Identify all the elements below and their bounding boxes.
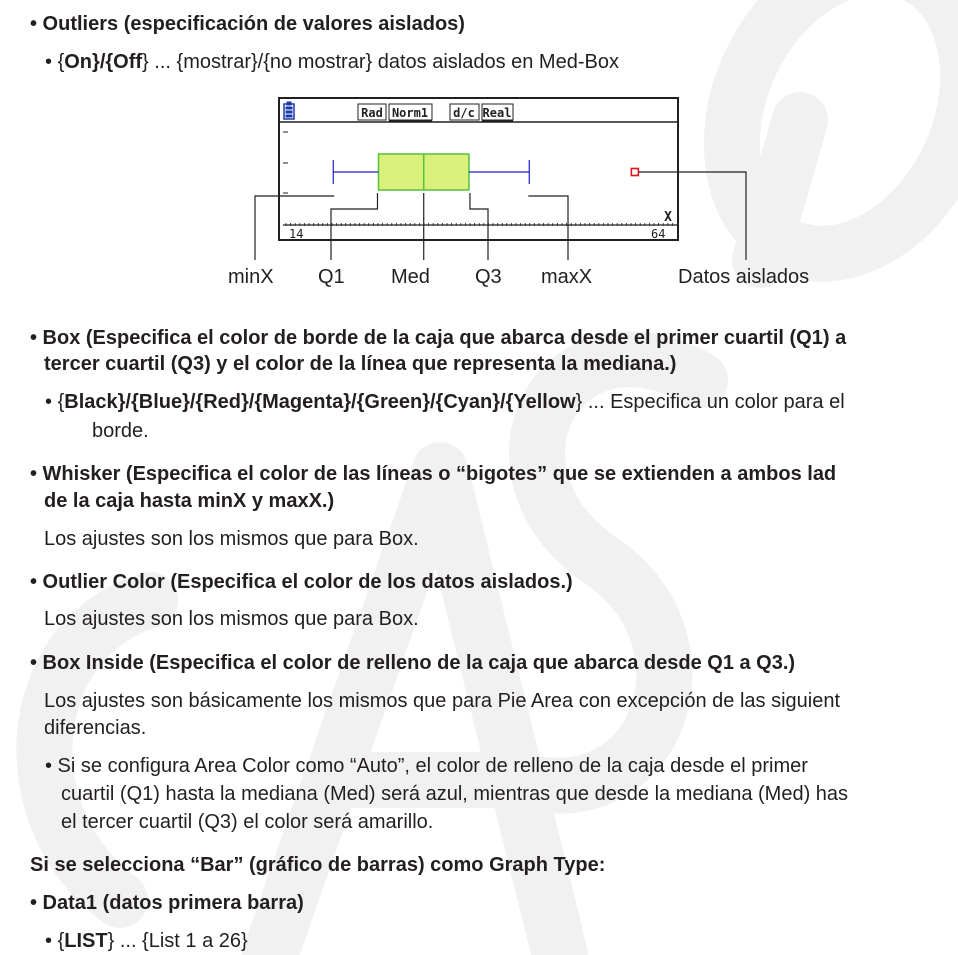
box-inside-sub-3: el tercer cuartil (Q3) el color será amarillo. xyxy=(61,811,434,833)
separator: }/{ xyxy=(422,391,444,413)
separator: }/{ xyxy=(117,391,139,413)
label-q3: Q3 xyxy=(475,266,502,288)
calculator-screen-figure xyxy=(0,92,958,352)
outliers-options xyxy=(45,50,619,74)
option-green: Green xyxy=(364,391,423,413)
bullet: • xyxy=(45,51,58,73)
box-options xyxy=(45,390,845,414)
box-options-continued: borde. xyxy=(92,420,149,442)
label-q1: Q1 xyxy=(318,266,345,288)
box-inside-heading: • Box Inside (Especifica el color de relleno de la caja que abarca desde Q1 a Q3.) xyxy=(30,652,796,674)
outlier-point xyxy=(631,169,638,176)
label-maxx: maxX xyxy=(541,266,593,288)
whisker-heading-2: de la caja hasta minX y maxX.) xyxy=(44,490,335,512)
bullet: • xyxy=(45,930,58,952)
data1-options xyxy=(45,929,248,953)
option-on: On xyxy=(64,51,93,73)
axis-variable: X xyxy=(664,210,672,225)
whisker-heading-1: • Whisker (Especifica el color de las líneas o “bigotes” que se extienden a ambos lad xyxy=(30,463,837,485)
tick-label-left: 14 xyxy=(289,227,304,241)
whisker-body: Los ajustes son los mismos que para Box. xyxy=(44,528,419,550)
status-norm: Norm1 xyxy=(391,106,429,120)
tick-label-right: 64 xyxy=(651,227,666,241)
bar-section-heading: Si se selecciona “Bar” (gráfico de barras) como Graph Type: xyxy=(30,854,606,876)
separator: }/{ xyxy=(492,391,514,413)
box-heading-1: • Box (Especifica el color de borde de la caja que abarca desde el primer cuartil (Q1) a xyxy=(30,327,847,349)
option-desc: } ... Especifica un color para el xyxy=(575,391,845,413)
separator: }/{ xyxy=(241,391,263,413)
brace: { xyxy=(57,391,65,413)
box-inside-sub-2: cuartil (Q1) hasta la mediana (Med) será azul, mientras que desde la mediana (Med) has xyxy=(61,783,849,805)
outlier-color-body: Los ajustes son los mismos que para Box. xyxy=(44,608,419,630)
option-desc: } ... {List 1 a 26} xyxy=(107,930,248,952)
option-list: LIST xyxy=(64,930,108,952)
option-black: Black xyxy=(64,391,118,413)
option-cyan: Cyan xyxy=(443,391,493,413)
status-dc: d/c xyxy=(453,106,475,120)
bullet: • xyxy=(45,391,58,413)
label-outlier: Datos aislados xyxy=(678,266,810,288)
box-heading-2: tercer cuartil (Q3) y el color de la línea que representa la mediana.) xyxy=(44,353,677,375)
option-magenta: Magenta xyxy=(262,391,344,413)
status-rad: Rad xyxy=(361,106,383,120)
box-inside-body-2: diferencias. xyxy=(44,717,147,739)
box-inside-body-1: Los ajustes son básicamente los mismos que para Pie Area con excepción de las siguient xyxy=(44,690,841,712)
option-desc: } ... {mostrar}/{no mostrar} datos aislados en Med-Box xyxy=(142,51,619,73)
status-real: Real xyxy=(482,106,512,120)
box-inside-sub-1: • Si se configura Area Color como “Auto”, el color de relleno de la caja desde el primer xyxy=(45,755,808,777)
separator: }/{ xyxy=(182,391,204,413)
brace: { xyxy=(57,51,65,73)
option-off: Off xyxy=(113,51,143,73)
label-minx: minX xyxy=(228,266,274,288)
label-med: Med xyxy=(391,266,430,288)
option-red: Red xyxy=(203,391,242,413)
outliers-heading: • Outliers (especificación de valores aislados) xyxy=(30,13,465,35)
outlier-color-heading: • Outlier Color (Especifica el color de los datos aislados.) xyxy=(30,571,573,593)
separator: }/{ xyxy=(343,391,365,413)
battery-icon xyxy=(284,102,294,119)
data1-heading: • Data1 (datos primera barra) xyxy=(30,892,304,914)
separator: }/{ xyxy=(92,51,114,73)
option-yellow: Yellow xyxy=(513,391,576,413)
option-blue: Blue xyxy=(138,391,183,413)
brace: { xyxy=(57,930,65,952)
